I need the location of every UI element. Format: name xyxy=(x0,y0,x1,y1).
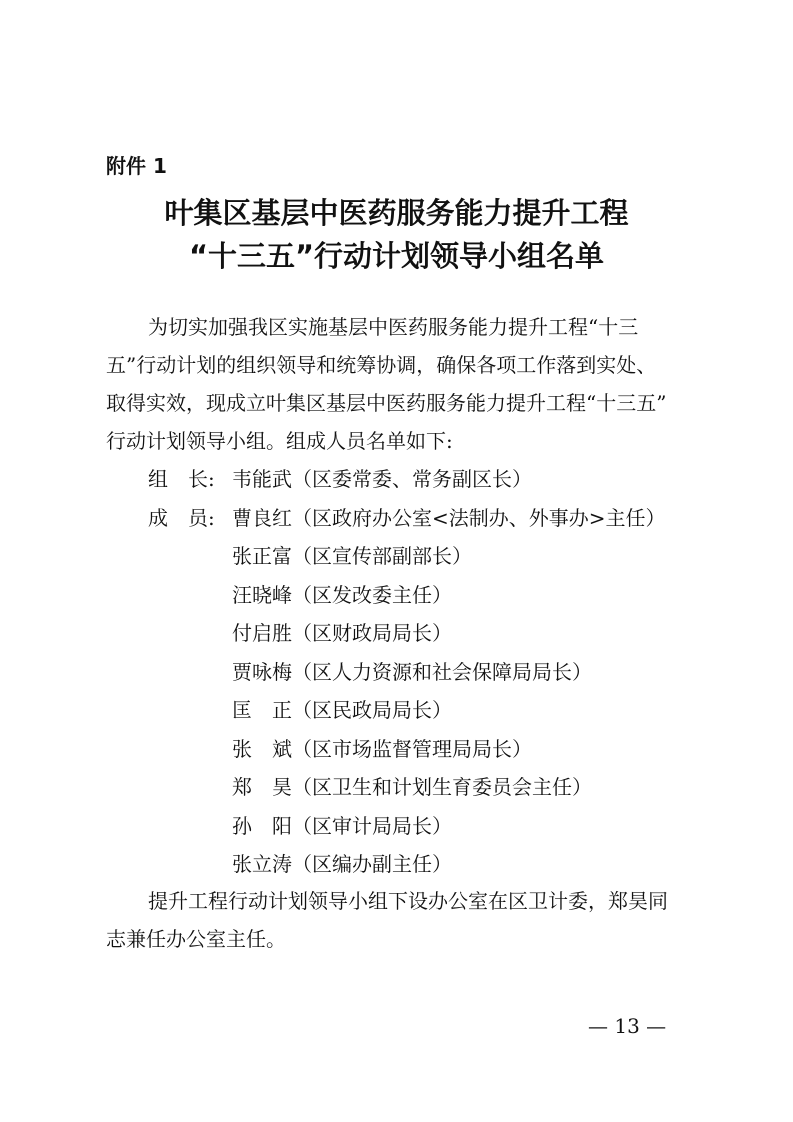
roster-row xyxy=(148,691,666,730)
roster-role xyxy=(148,576,232,615)
roster-role xyxy=(148,768,232,807)
intro-line: 为切实加强我区实施基层中医药服务能力提升工程“十三 xyxy=(148,315,639,339)
roster-role xyxy=(148,537,232,576)
document-title xyxy=(0,192,793,278)
member-roster xyxy=(148,460,666,884)
roster-member: 曹良红（区政府办公室<法制办、外事办>主任） xyxy=(232,505,666,530)
intro-line: 五”行动计划的组织领导和统筹协调，确保各项工作落到实处、 xyxy=(106,353,657,377)
roster-row xyxy=(148,499,666,538)
roster-role xyxy=(148,691,232,730)
roster-role xyxy=(148,807,232,846)
roster-row xyxy=(148,845,666,884)
roster-member: 贾咏梅（区人力资源和社会保障局局长） xyxy=(232,659,592,684)
roster-row xyxy=(148,537,666,576)
roster-row xyxy=(148,730,666,769)
roster-member: 匡 正（区民政局局长） xyxy=(232,698,452,722)
roster-role: 组 长: xyxy=(148,467,215,491)
roster-row xyxy=(148,807,666,846)
attachment-label: 附件 1 xyxy=(106,154,167,178)
roster-member: 张立涛（区编办副主任） xyxy=(232,852,452,876)
roster-role xyxy=(148,730,232,769)
title-line-1: 叶集区基层中医药服务能力提升工程 xyxy=(164,196,629,230)
roster-member: 孙 阳（区审计局局长） xyxy=(232,813,452,838)
intro-paragraph xyxy=(106,308,706,460)
roster-row xyxy=(148,768,666,807)
roster-row xyxy=(148,653,666,692)
roster-role xyxy=(148,845,232,884)
roster-member: 韦能武（区委常委、常务副区长） xyxy=(232,467,532,491)
roster-member: 张正富（区宣传部副部长） xyxy=(232,544,472,568)
closing-paragraph xyxy=(106,882,706,958)
intro-line: 行动计划领导小组。组成人员名单如下: xyxy=(106,429,453,453)
roster-row xyxy=(148,614,666,653)
closing-line: 志兼任办公室主任。 xyxy=(106,927,286,951)
roster-member: 张 斌（区市场监督管理局局长） xyxy=(232,736,532,761)
roster-member: 付启胜（区财政局局长） xyxy=(232,621,452,645)
roster-role xyxy=(148,614,232,653)
roster-member: 郑 昊（区卫生和计划生育委员会主任） xyxy=(232,775,592,799)
roster-row xyxy=(148,460,666,499)
roster-row xyxy=(148,576,666,615)
roster-member: 汪晓峰（区发改委主任） xyxy=(232,582,452,607)
closing-line: 提升工程行动计划领导小组下设办公室在区卫计委，郑昊同 xyxy=(148,889,668,913)
roster-role xyxy=(148,653,232,692)
title-line-2: “十三五”行动计划领导小组名单 xyxy=(188,239,605,273)
roster-role: 成 员: xyxy=(148,505,215,530)
page-number: — 13 — xyxy=(588,1014,667,1038)
intro-line: 取得实效，现成立叶集区基层中医药服务能力提升工程“十三五” xyxy=(106,391,667,415)
